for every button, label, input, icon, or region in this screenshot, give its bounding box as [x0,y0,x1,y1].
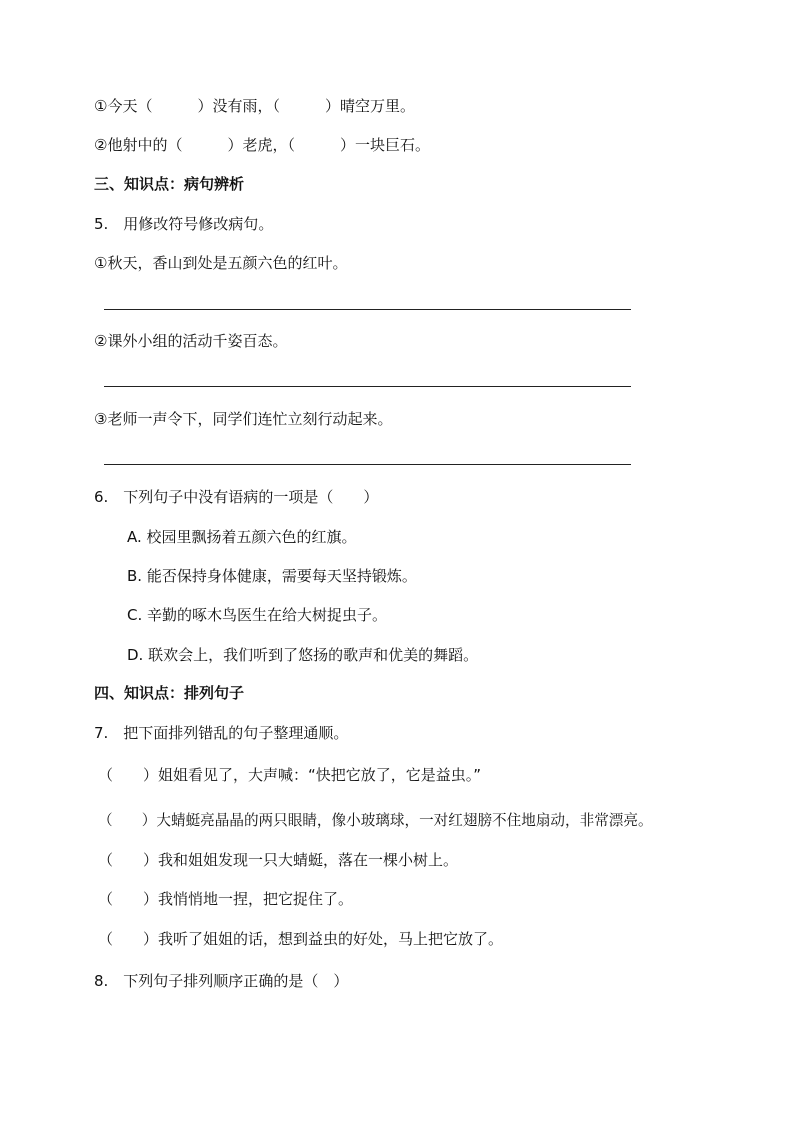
question-7-sentence-2: （ ）大蜻蜓亮晶晶的两只眼睛，像小玻璃球，一对红翅膀不住地扇动，非常漂亮。 [98,812,653,829]
question-6-option-b: B. 能否保持身体健康，需要每天坚持锻炼。 [127,567,417,585]
fill-blank-item-2: ②他射中的（ ）老虎，（ ）一块巨石。 [94,136,430,154]
answer-line-1[interactable] [104,309,631,310]
question-6-option-a: A. 校园里飘扬着五颜六色的红旗。 [127,528,357,546]
question-6-option-c: C. 辛勤的啄木鸟医生在给大树捉虫子。 [127,606,388,624]
question-7-sentence-5: （ ）我听了姐姐的话，想到益虫的好处，马上把它放了。 [98,930,504,948]
question-8-stem: 8. 下列句子排列顺序正确的是（ ） [94,972,349,990]
section-3-heading: 三、知识点：病句辨析 [94,175,245,193]
question-5-sentence-1: ①秋天，香山到处是五颜六色的红叶。 [94,254,348,272]
question-7-sentence-4: （ ）我悄悄地一捏，把它捉住了。 [98,890,354,908]
question-5-stem: 5. 用修改符号修改病句。 [94,215,274,233]
section-4-heading: 四、知识点：排列句子 [94,684,245,702]
answer-line-3[interactable] [104,464,631,465]
question-7-sentence-1: （ ）姐姐看见了，大声喊：“快把它放了，它是益虫。” [98,766,482,784]
question-5-sentence-2: ②课外小组的活动千姿百态。 [94,332,288,350]
question-7-sentence-3: （ ）我和姐姐发现一只大蜻蜓，落在一棵小树上。 [98,851,459,869]
answer-line-2[interactable] [104,386,631,387]
question-5-sentence-3: ③老师一声令下，同学们连忙立刻行动起来。 [94,410,393,428]
question-6-option-d: D. 联欢会上，我们听到了悠扬的歌声和优美的舞蹈。 [127,646,479,664]
fill-blank-item-1: ①今天（ ）没有雨，（ ）晴空万里。 [94,97,415,115]
question-6-stem: 6. 下列句子中没有语病的一项是（ ） [94,488,379,506]
question-7-stem: 7. 把下面排列错乱的句子整理通顺。 [94,724,349,742]
